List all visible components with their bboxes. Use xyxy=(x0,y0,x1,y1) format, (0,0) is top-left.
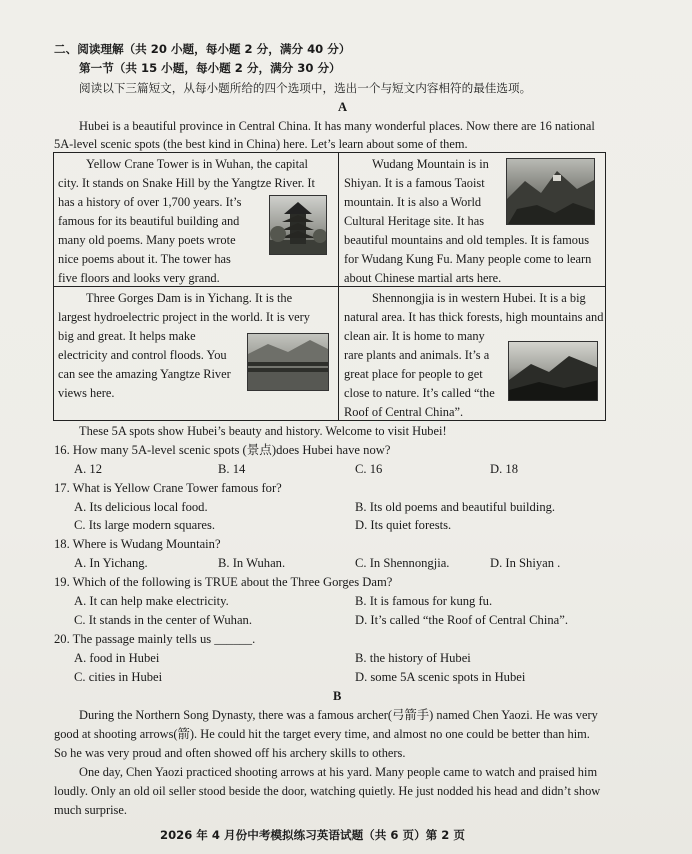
text-line: famous for its beautiful building and xyxy=(58,214,240,228)
passage-b-line: During the Northern Song Dynasty, there was a famous archer(弓箭手) named Chen Yaozi. He was very xyxy=(79,708,598,722)
passage-b-line: much surprise. xyxy=(54,803,127,817)
text-line: clean air. It is home to many xyxy=(344,329,485,343)
passage-a-closing: These 5A spots show Hubei’s beauty and history. Welcome to visit Hubei! xyxy=(79,424,447,438)
question-20-option-d[interactable]: D. some 5A scenic spots in Hubei xyxy=(355,670,526,684)
question-16-stem: 16. How many 5A-level scenic spots (景点)does Hubei have now? xyxy=(54,443,391,457)
text-line: five floors and looks very grand. xyxy=(58,271,220,285)
question-20-stem: 20. The passage mainly tells us ______. xyxy=(54,632,256,646)
question-18-option-c[interactable]: C. In Shennongjia. xyxy=(355,556,450,570)
text-line: natural area. It has thick forests, high mountains and xyxy=(344,310,604,324)
text-line: big and great. It helps make xyxy=(58,329,196,343)
three-gorges-dam-photo xyxy=(247,333,329,391)
question-19-option-a[interactable]: A. It can help make electricity. xyxy=(74,594,229,608)
passage-b-line: loudly. Only an old oil seller stood beside the door, watching quietly. He just nodded his head and didn’t show xyxy=(54,784,601,798)
question-18-option-d[interactable]: D. In Shiyan . xyxy=(490,556,561,570)
question-17-option-a[interactable]: A. Its delicious local food. xyxy=(74,500,208,514)
shennongjia-photo xyxy=(508,341,598,401)
text-line: city. It stands on Snake Hill by the Yangtze River. It xyxy=(58,176,315,190)
wudang-mountain-photo xyxy=(506,158,595,225)
question-16-option-a[interactable]: A. 12 xyxy=(74,462,102,476)
section-header: 二、阅读理解（共 20 小题，每小题 2 分，满分 40 分） xyxy=(54,42,351,56)
text-line: beautiful mountains and old temples. It is famous xyxy=(344,233,590,247)
question-19-option-b[interactable]: B. It is famous for kung fu. xyxy=(355,594,493,608)
instructions: 阅读以下三篇短文，从每小题所给的四个选项中，选出一个与短文内容相符的最佳选项。 xyxy=(79,81,532,95)
text-line: electricity and control floods. You xyxy=(58,348,227,362)
question-16-option-b[interactable]: B. 14 xyxy=(218,462,246,476)
passage-b-label: B xyxy=(333,689,342,703)
part-header: 第一节（共 15 小题，每小题 2 分，满分 30 分） xyxy=(79,61,341,75)
question-18-option-b[interactable]: B. In Wuhan. xyxy=(218,556,286,570)
text-line: many old poems. Many poets wrote xyxy=(58,233,236,247)
text-line: Three Gorges Dam is in Yichang. It is the xyxy=(86,291,293,305)
scenic-spots-grid xyxy=(53,152,606,421)
question-20-option-c[interactable]: C. cities in Hubei xyxy=(74,670,163,684)
passage-a-intro-line-2: 5A-level scenic spots (the best kind in China) here. Let’s learn about some of them. xyxy=(54,137,468,151)
question-19-option-c[interactable]: C. It stands in the center of Wuhan. xyxy=(74,613,252,627)
question-16-option-d[interactable]: D. 18 xyxy=(490,462,518,476)
question-20-option-a[interactable]: A. food in Hubei xyxy=(74,651,160,665)
text-line: mountain. It is also a World xyxy=(344,195,482,209)
question-19-stem: 19. Which of the following is TRUE about the Three Gorges Dam? xyxy=(54,575,393,589)
question-16-option-c[interactable]: C. 16 xyxy=(355,462,383,476)
text-line: can see the amazing Yangtze River xyxy=(58,367,231,381)
text-line: Wudang Mountain is in xyxy=(372,157,489,171)
passage-b-line: good at shooting arrows(箭). He could hit the target every time, and almost no one could be better than him. xyxy=(54,727,590,741)
question-17-option-d[interactable]: D. Its quiet forests. xyxy=(355,518,452,532)
question-18-stem: 18. Where is Wudang Mountain? xyxy=(54,537,221,551)
page-footer: 2026 年 4 月份中考模拟练习英语试题（共 6 页）第 2 页 xyxy=(160,828,466,842)
text-line: Cultural Heritage site. It has xyxy=(344,214,485,228)
text-line: Roof of Central China”. xyxy=(344,405,464,419)
question-17-stem: 17. What is Yellow Crane Tower famous for? xyxy=(54,481,282,495)
text-line: about Chinese martial arts here. xyxy=(344,271,502,285)
text-line: close to nature. It’s called “the xyxy=(344,386,495,400)
question-17-option-c[interactable]: C. Its large modern squares. xyxy=(74,518,216,532)
question-18-option-a[interactable]: A. In Yichang. xyxy=(74,556,148,570)
yellow-crane-tower-photo xyxy=(269,195,327,255)
text-line: has a history of over 1,700 years. It’s xyxy=(58,195,242,209)
question-20-option-b[interactable]: B. the history of Hubei xyxy=(355,651,471,665)
text-line: views here. xyxy=(58,386,115,400)
text-line: Shennongjia is in western Hubei. It is a big xyxy=(372,291,586,305)
text-line: Yellow Crane Tower is in Wuhan, the capital xyxy=(86,157,308,171)
passage-a-label: A xyxy=(338,100,348,114)
passage-b-line: One day, Chen Yaozi practiced shooting arrows at his yard. Many people came to watch and praised him xyxy=(79,765,598,779)
passage-b-line: So he was very proud and often showed off his archery skills to others. xyxy=(54,746,406,760)
question-19-option-d[interactable]: D. It’s called “the Roof of Central China”. xyxy=(355,613,568,627)
text-line: rare plants and animals. It’s a xyxy=(344,348,490,362)
text-line: great place for people to get xyxy=(344,367,483,381)
text-line: nice poems about it. The tower has xyxy=(58,252,231,266)
text-line: largest hydroelectric project in the world. It is very xyxy=(58,310,310,324)
passage-a-intro-line-1: Hubei is a beautiful province in Central China. It has many wonderful places. Now there are 16 national xyxy=(79,119,595,133)
text-line: Shiyan. It is a famous Taoist xyxy=(344,176,485,190)
text-line: for Wudang Kung Fu. Many people come to learn xyxy=(344,252,592,266)
question-17-option-b[interactable]: B. Its old poems and beautiful building. xyxy=(355,500,556,514)
